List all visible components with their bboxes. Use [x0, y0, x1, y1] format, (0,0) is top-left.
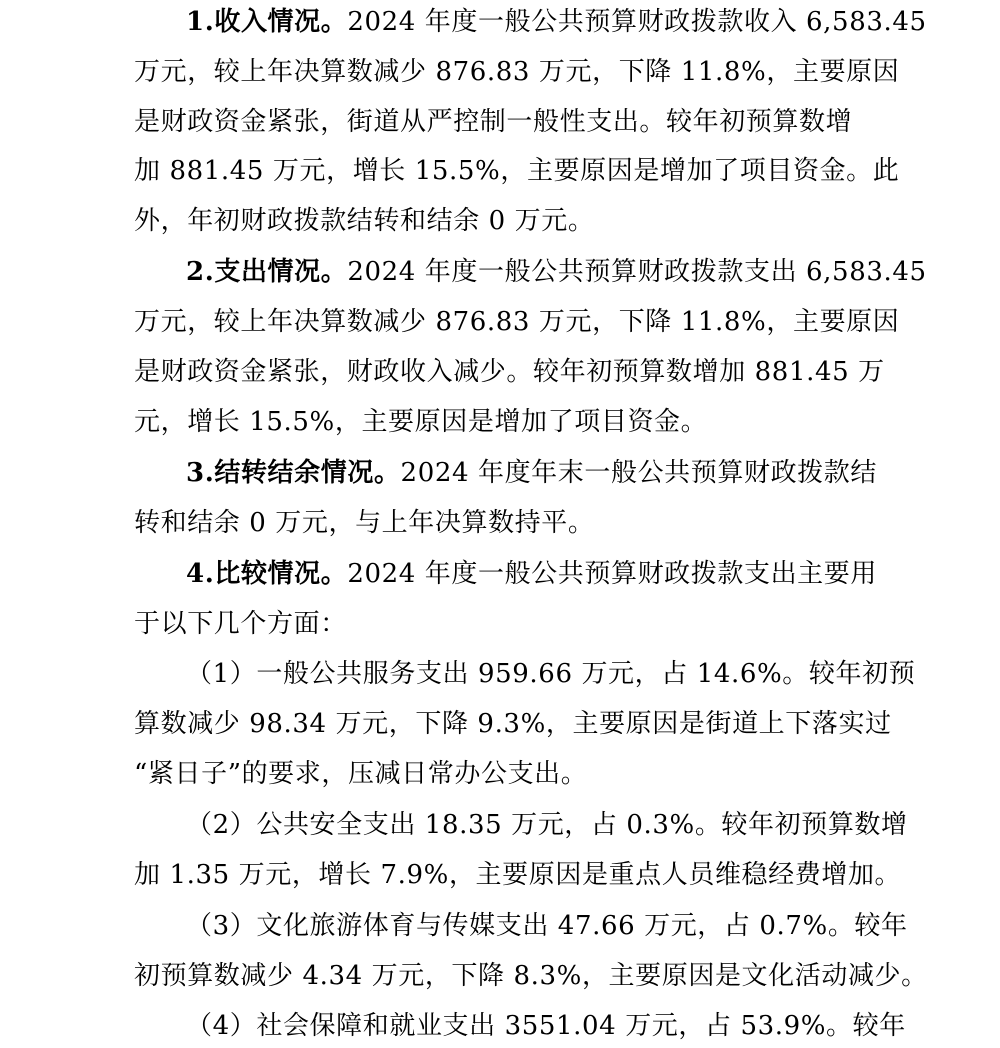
paragraph-4-text: 2024 年度一般公共预算财政拨款支出主要用 — [347, 559, 877, 589]
paragraph-4-heading: 4.比较情况。 — [186, 559, 348, 589]
paragraph-1-line-1 — [186, 0, 927, 44]
paragraph-1-line-2: 万元，较上年决算数减少 876.83 万元，下降 11.8%，主要原因 — [134, 57, 900, 87]
paragraph-2-text: 2024 年度一般公共预算财政拨款支出 6,583.45 — [347, 257, 927, 287]
paragraph-2-line-2: 万元，较上年决算数减少 876.83 万元，下降 11.8%，主要原因 — [134, 307, 900, 337]
item-4-line-1: （4）社会保障和就业支出 3551.04 万元，占 53.9%。较年 — [186, 1011, 906, 1041]
paragraph-2-line-4: 元，增长 15.5%，主要原因是增加了项目资金。 — [134, 407, 708, 437]
paragraph-1-line-3: 是财政资金紧张，街道从严控制一般性支出。较年初预算数增 — [134, 107, 853, 137]
paragraph-3-heading: 3.结转结余情况。 — [186, 458, 401, 488]
paragraph-4-line-1 — [186, 552, 877, 596]
item-2-line-1: （2）公共安全支出 18.35 万元，占 0.3%。较年初预算数增 — [186, 810, 908, 840]
item-3-line-1: （3）文化旅游体育与传媒支出 47.66 万元，占 0.7%。较年 — [186, 911, 908, 941]
item-1-line-1: （1）一般公共服务支出 959.66 万元，占 14.6%。较年初预 — [186, 659, 916, 689]
paragraph-3-line-1 — [186, 451, 877, 495]
item-1-line-2: 算数减少 98.34 万元，下降 9.3%，主要原因是街道上下落实过 — [134, 709, 892, 739]
item-1-line-3: “紧日子”的要求，压减日常办公支出。 — [134, 759, 588, 789]
paragraph-1-line-5: 外，年初财政拨款结转和结余 0 万元。 — [134, 206, 595, 236]
paragraph-4-line-2: 于以下几个方面： — [134, 609, 347, 639]
item-3-line-2: 初预算数减少 4.34 万元，下降 8.3%，主要原因是文化活动减少。 — [134, 961, 928, 991]
paragraph-2-line-1 — [186, 250, 927, 294]
item-2-line-2: 加 1.35 万元，增长 7.9%，主要原因是重点人员维稳经费增加。 — [134, 860, 902, 890]
paragraph-3-line-2: 转和结余 0 万元，与上年决算数持平。 — [134, 508, 595, 538]
paragraph-2-heading: 2.支出情况。 — [186, 257, 348, 287]
paragraph-3-text: 2024 年度年末一般公共预算财政拨款结 — [400, 458, 877, 488]
paragraph-2-line-3: 是财政资金紧张，财政收入减少。较年初预算数增加 881.45 万 — [134, 357, 885, 387]
paragraph-1-heading: 1.收入情况。 — [186, 7, 348, 37]
paragraph-1-line-4: 加 881.45 万元，增长 15.5%，主要原因是增加了项目资金。此 — [134, 156, 900, 186]
paragraph-1-text: 2024 年度一般公共预算财政拨款收入 6,583.45 — [347, 7, 927, 37]
